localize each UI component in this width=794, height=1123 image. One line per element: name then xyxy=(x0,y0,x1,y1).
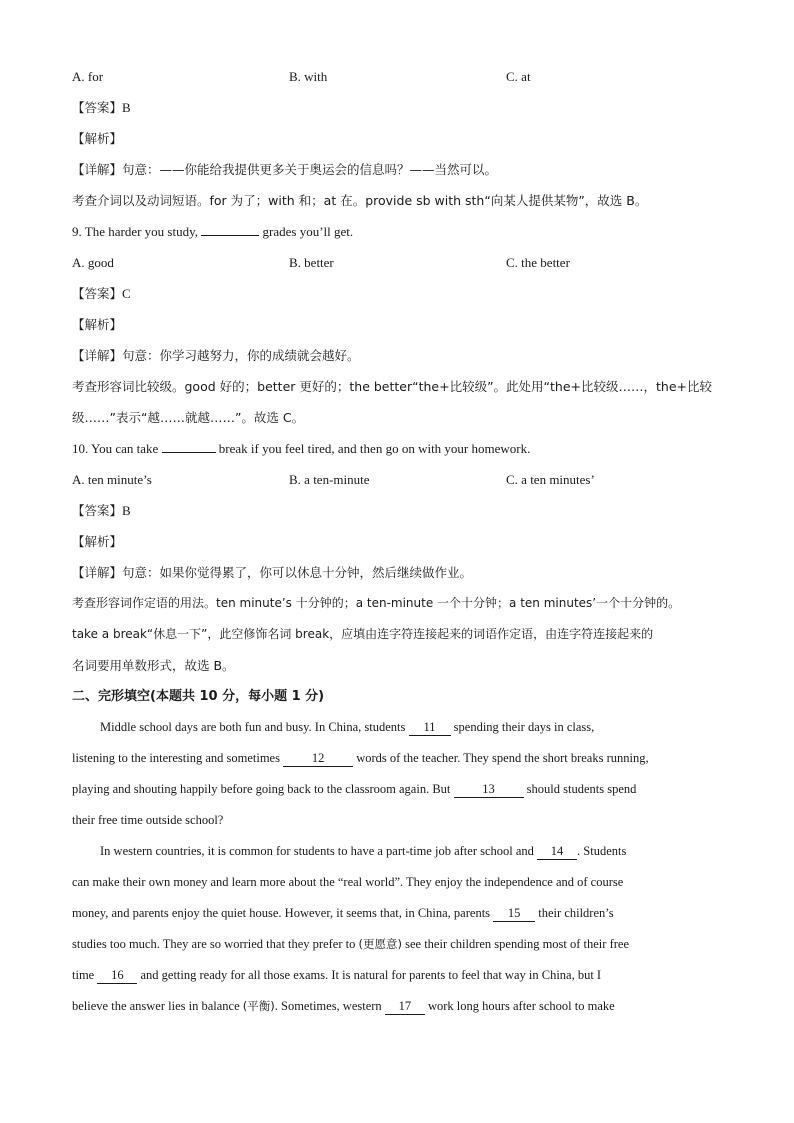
passage-text: . Sometimes, western xyxy=(274,999,385,1013)
analysis-label: 【解析】 xyxy=(72,131,123,146)
detail-text: 句意：——你能给我提供更多关于奥运会的信息吗？——当然可以。 xyxy=(122,162,498,177)
q9-option-a: A. good xyxy=(72,255,114,270)
passage-text: . Students xyxy=(577,844,627,858)
blank-15: 15 xyxy=(493,906,535,922)
q10-explanation-line-2: take a break“休息一下”，此空修饰名词 break，应填由连字符连接起来的词语作定语，由连字符连接起来的 xyxy=(72,627,654,641)
passage-p1-line-3 xyxy=(72,775,722,806)
passage-text: listening to the interesting and sometimes xyxy=(72,751,284,765)
gloss-text: (平衡) xyxy=(242,999,275,1013)
passage-p2-line-2: can make their own money and learn more about the “real world”. They enjoy the independence and of course xyxy=(72,875,624,889)
detail-text: 句意：如果你觉得累了，你可以休息十分钟，然后继续做作业。 xyxy=(122,565,473,580)
q8-explanation: 考查介词以及动词短语。for 为了；with 和；at 在。provide sb with sth“向某人提供某物”，故选 B。 xyxy=(72,193,648,208)
blank-13: 13 xyxy=(454,782,524,798)
q10-option-a: A. ten minute’s xyxy=(72,472,152,487)
q9-stem xyxy=(72,217,722,248)
q10-explanation-line-3: 名词要用单数形式，故选 B。 xyxy=(72,658,235,673)
passage-p1-line-1 xyxy=(72,713,722,744)
answer-label: 【答案】 xyxy=(72,286,123,301)
passage-text: words of the teacher. They spend the short breaks running, xyxy=(353,751,649,765)
detail-label: 【详解】 xyxy=(72,565,123,580)
q8-option-a: A. for xyxy=(72,69,104,84)
passage-text: money, and parents enjoy the quiet house. However, it seems that, in China, parents xyxy=(72,906,494,920)
q8-option-b: B. with xyxy=(289,69,328,84)
passage-p1-line-2 xyxy=(72,744,722,775)
q10-analysis xyxy=(72,527,722,558)
answer-value: B xyxy=(122,100,131,115)
blank-11: 11 xyxy=(409,720,451,736)
passage-text: believe the answer lies in balance xyxy=(72,999,243,1013)
answer-value: C xyxy=(122,286,131,301)
q9-options xyxy=(72,248,722,279)
q10-blank xyxy=(162,437,216,453)
passage-text: time xyxy=(72,968,98,982)
q10-answer xyxy=(72,496,722,527)
passage-text: their children’s xyxy=(535,906,614,920)
passage-text: should students spend xyxy=(523,782,637,796)
passage-text: studies too much. They are so worried that they prefer to xyxy=(72,937,359,951)
q8-option-c: C. at xyxy=(506,69,531,84)
passage-p2-line-3 xyxy=(72,899,722,930)
analysis-label: 【解析】 xyxy=(72,317,123,332)
passage-text: see their children spending most of their free xyxy=(401,937,629,951)
passage-p2-line-4 xyxy=(72,930,722,961)
q9-explanation-line-1: 考查形容词比较级。good 好的；better 更好的；the better“the+比较级”。此处用“the+比较级……，the+比较 xyxy=(72,379,713,394)
q9-blank xyxy=(201,220,259,236)
q10-options xyxy=(72,465,722,496)
passage-p2-line-6 xyxy=(72,992,722,1023)
answer-value: B xyxy=(122,503,131,518)
passage-text: In western countries, it is common for students to have a part-time job after school and xyxy=(100,844,538,858)
passage-p2-line-1 xyxy=(72,837,722,868)
q8-analysis xyxy=(72,124,722,155)
answer-label: 【答案】 xyxy=(72,100,123,115)
blank-17: 17 xyxy=(385,999,425,1015)
passage-text: Middle school days are both fun and busy. In China, students xyxy=(100,720,409,734)
q10-option-c: C. a ten minutes’ xyxy=(506,472,595,487)
q9-analysis xyxy=(72,310,722,341)
detail-label: 【详解】 xyxy=(72,162,123,177)
passage-p1-line-4: their free time outside school? xyxy=(72,813,224,827)
q8-options xyxy=(72,62,722,93)
document-page xyxy=(72,62,722,1023)
q8-answer xyxy=(72,93,722,124)
q9-explanation-line-2: 级……”表示“越……就越……”。故选 C。 xyxy=(72,410,305,425)
q9-option-b: B. better xyxy=(289,255,334,270)
passage-p2-line-5 xyxy=(72,961,722,992)
q10-option-b: B. a ten-minute xyxy=(289,472,370,487)
q9-stem-before: 9. The harder you study, xyxy=(72,224,202,239)
blank-14: 14 xyxy=(537,844,577,860)
section-heading: 二、完形填空(本题共 10 分，每小题 1 分) xyxy=(72,689,325,704)
passage-text: work long hours after school to make xyxy=(424,999,615,1013)
q10-stem xyxy=(72,434,722,465)
blank-16: 16 xyxy=(97,968,137,984)
q10-detail xyxy=(72,558,722,589)
q8-detail xyxy=(72,155,722,186)
q10-stem-after: break if you feel tired, and then go on with your homework. xyxy=(215,441,531,456)
q9-answer xyxy=(72,279,722,310)
q9-detail xyxy=(72,341,722,372)
q9-stem-after: grades you’ll get. xyxy=(259,224,354,239)
blank-12: 12 xyxy=(283,751,353,767)
passage-text: and getting ready for all those exams. It is natural for parents to feel that way in China, but I xyxy=(137,968,602,982)
detail-text: 句意：你学习越努力，你的成绩就会越好。 xyxy=(122,348,360,363)
q10-explanation-line-1: 考查形容词作定语的用法。ten minute’s 十分钟的；a ten-minute 一个十分钟；a ten minutes’一个十分钟的。 xyxy=(72,596,681,610)
q9-option-c: C. the better xyxy=(506,255,570,270)
passage-text: playing and shouting happily before going back to the classroom again. But xyxy=(72,782,454,796)
passage-text: spending their days in class, xyxy=(450,720,595,734)
answer-label: 【答案】 xyxy=(72,503,123,518)
analysis-label: 【解析】 xyxy=(72,534,123,549)
detail-label: 【详解】 xyxy=(72,348,123,363)
gloss-text: (更愿意) xyxy=(358,937,402,951)
q10-stem-before: 10. You can take xyxy=(72,441,162,456)
